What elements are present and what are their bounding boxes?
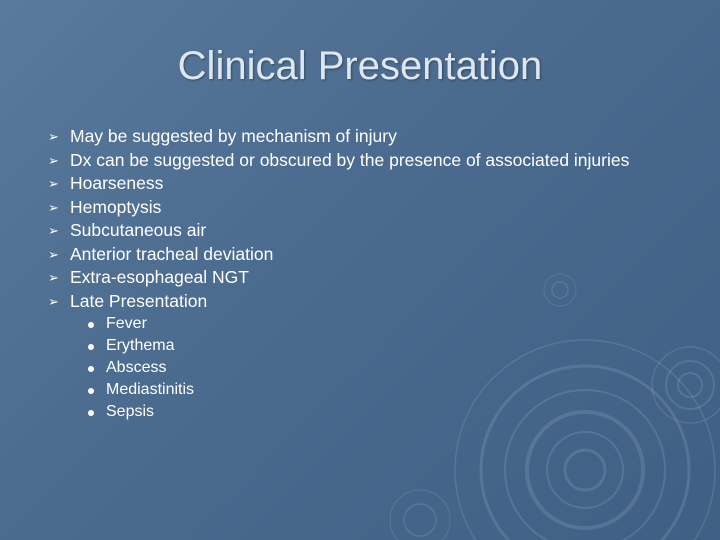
dot-bullet-icon <box>88 410 94 416</box>
arrow-bullet-icon: ➢ <box>48 223 59 238</box>
sub-bullet-text: Erythema <box>106 337 175 354</box>
bullet-text: Hemoptysis <box>70 196 162 217</box>
bullet-list <box>48 125 676 423</box>
bullet-item <box>48 243 676 267</box>
arrow-bullet-icon: ➢ <box>48 176 59 191</box>
bullet-text: Dx can be suggested or obscured by the presence of associated injuries <box>70 149 630 170</box>
dot-bullet-icon <box>88 366 94 372</box>
bullet-item <box>48 125 676 149</box>
bullet-text: Extra-esophageal NGT <box>70 267 249 287</box>
sub-bullet-item <box>88 357 676 379</box>
sub-bullet-text: Fever <box>106 315 147 332</box>
bullet-text: Late Presentation <box>70 290 208 311</box>
dot-bullet-icon <box>88 344 94 350</box>
bullet-text: Hoarseness <box>70 173 164 193</box>
sub-bullet-list <box>88 313 676 423</box>
bullet-item <box>48 266 676 290</box>
arrow-bullet-icon: ➢ <box>48 129 59 144</box>
bullet-item <box>48 196 676 220</box>
arrow-bullet-icon: ➢ <box>48 293 59 309</box>
arrow-bullet-icon: ➢ <box>48 152 59 168</box>
sub-bullet-item <box>88 401 676 423</box>
bullet-item <box>48 172 676 196</box>
sub-bullet-item <box>88 335 676 357</box>
dot-bullet-icon <box>88 322 94 328</box>
bullet-text: Subcutaneous air <box>70 220 207 240</box>
sub-bullet-item <box>88 379 676 401</box>
arrow-bullet-icon: ➢ <box>48 270 59 285</box>
bullet-text: May be suggested by mechanism of injury <box>70 126 397 146</box>
arrow-bullet-icon: ➢ <box>48 199 59 215</box>
bullet-text: Anterior tracheal deviation <box>70 243 274 264</box>
sub-bullet-item <box>88 313 676 335</box>
bullet-item <box>48 290 676 424</box>
dot-bullet-icon <box>88 388 94 394</box>
slide-title: Clinical Presentation <box>177 44 543 88</box>
arrow-bullet-icon: ➢ <box>48 246 59 262</box>
sub-bullet-text: Abscess <box>106 359 167 376</box>
sub-bullet-text: Mediastinitis <box>106 381 195 398</box>
bullet-item <box>48 219 676 243</box>
bullet-item <box>48 149 676 173</box>
sub-bullet-text: Sepsis <box>106 403 155 420</box>
